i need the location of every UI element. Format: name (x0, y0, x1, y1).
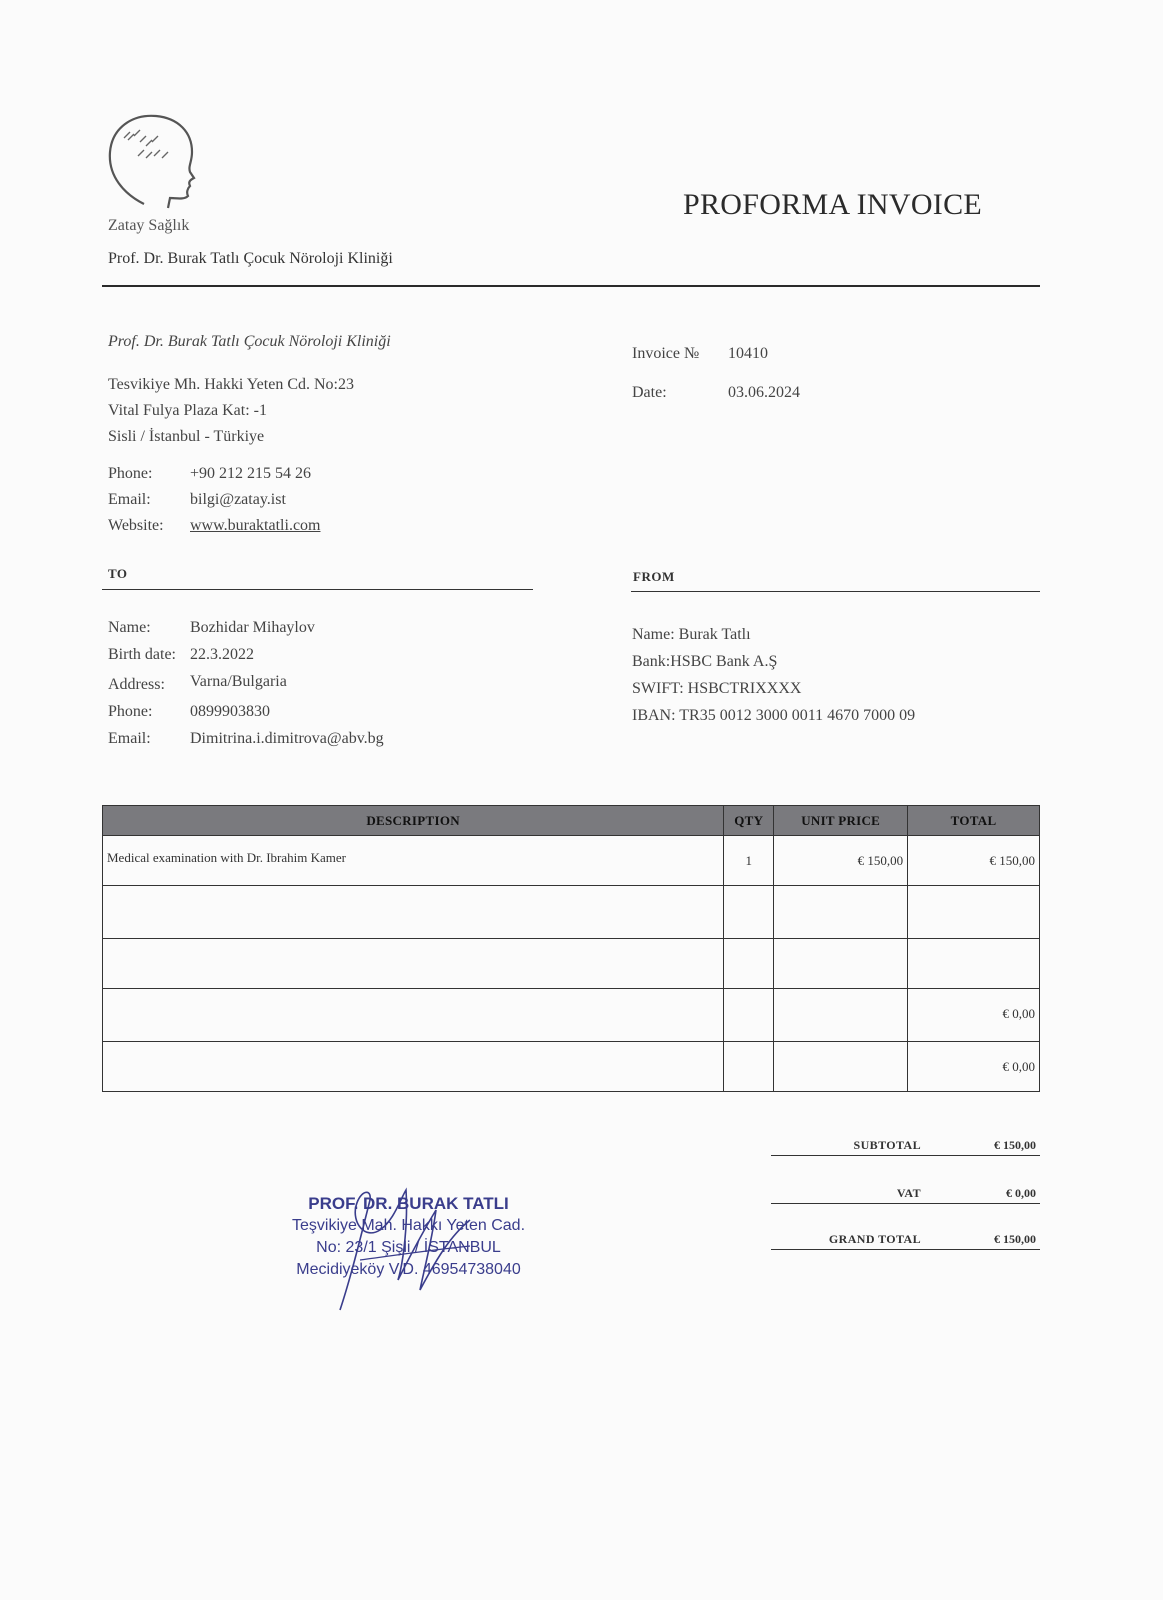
cell-description: Medical examination with Dr. Ibrahim Kamer (103, 836, 724, 886)
invoice-meta (632, 334, 800, 412)
phone-label: Phone: (108, 703, 153, 720)
address-line: Tesvikiye Mh. Hakki Yeten Cd. No:23 (108, 376, 354, 393)
header-divider (102, 285, 1040, 287)
grand-total-value: € 150,00 (994, 1232, 1036, 1246)
stamp-line: Teşvikiye Mah. Hakkı Yeten Cad. (292, 1217, 526, 1234)
handwritten-signature (320, 1160, 490, 1320)
grand-total-label: GRAND TOTAL (828, 1232, 921, 1246)
recipient-address: Varna/Bulgaria (190, 673, 287, 690)
to-divider (102, 589, 533, 590)
table-row (103, 989, 1040, 1042)
subtotal-label: SUBTOTAL (853, 1138, 921, 1152)
birth-date-label: Birth date: (108, 646, 176, 663)
email-label: Email: (108, 730, 151, 747)
website-label: Website: (108, 517, 164, 534)
col-header-unit-price: UNIT PRICE (774, 806, 908, 836)
from-heading: FROM (633, 569, 675, 584)
clinic-name: Prof. Dr. Burak Tatlı Çocuk Nöroloji Kliniği (108, 250, 393, 267)
cell-description (103, 989, 724, 1042)
to-heading: TO (108, 566, 128, 581)
phone-label: Phone: (108, 465, 153, 482)
cell-qty (724, 989, 774, 1042)
cell-unit-price (774, 989, 908, 1042)
items-table (102, 805, 1040, 1092)
document-title: PROFORMA INVOICE (683, 188, 983, 221)
from-iban: IBAN: TR35 0012 3000 0011 4670 7000 09 (632, 707, 916, 724)
cell-qty (724, 939, 774, 989)
name-label: Name: (108, 619, 151, 636)
from-name: Name: Burak Tatlı (632, 626, 751, 643)
from-bank: Bank:HSBC Bank A.Ş (632, 653, 778, 670)
subtotal-row (771, 1135, 1040, 1156)
grand-total-row (771, 1229, 1040, 1250)
col-header-qty: QTY (724, 806, 774, 836)
subtotal-value: € 150,00 (994, 1138, 1036, 1152)
cell-total: € 0,00 (908, 989, 1040, 1042)
sender-contact (108, 461, 320, 539)
table-row (103, 836, 1040, 886)
table-row (103, 939, 1040, 989)
vat-value: € 0,00 (1006, 1186, 1036, 1200)
stamp-line: No: 23/1 Şişli / İSTANBUL (316, 1239, 501, 1256)
cell-description (103, 1042, 724, 1092)
cell-unit-price (774, 886, 908, 939)
sender-clinic-name: Prof. Dr. Burak Tatlı Çocuk Nöroloji Kliniği (108, 333, 391, 350)
website-link[interactable]: www.buraktatli.com (190, 517, 321, 534)
invoice-number-label: Invoice № (632, 345, 700, 362)
recipient-email: Dimitrina.i.dimitrova@abv.bg (190, 730, 384, 747)
cell-qty: 1 (724, 836, 774, 886)
sender-phone: +90 212 215 54 26 (190, 465, 312, 482)
stamp-line: Mecidiyeköy V.D. 46954738040 (296, 1261, 521, 1278)
from-swift: SWIFT: HSBCTRIXXXX (632, 680, 802, 697)
from-divider (631, 591, 1040, 592)
cell-unit-price (774, 939, 908, 989)
recipient-birth-date: 22.3.2022 (190, 646, 254, 663)
recipient-name: Bozhidar Mihaylov (190, 619, 315, 636)
col-header-description: DESCRIPTION (103, 806, 724, 836)
address-label: Address: (108, 676, 165, 693)
cell-unit-price: € 150,00 (774, 836, 908, 886)
sender-email: bilgi@zatay.ist (190, 491, 286, 508)
invoice-number: 10410 (728, 345, 768, 362)
address-line: Sisli / İstanbul - Türkiye (108, 428, 265, 445)
cell-description (103, 886, 724, 939)
cell-total: € 150,00 (908, 836, 1040, 886)
cell-description (103, 939, 724, 989)
invoice-date: 03.06.2024 (728, 384, 800, 401)
vat-row (771, 1183, 1040, 1204)
cell-total (908, 939, 1040, 989)
vat-label: VAT (896, 1186, 921, 1200)
cell-total: € 0,00 (908, 1042, 1040, 1092)
table-row (103, 1042, 1040, 1092)
table-header-row (103, 806, 1040, 836)
stamp-title: PROF. DR. BURAK TATLI (308, 1194, 509, 1213)
cell-qty (724, 886, 774, 939)
brand-name: Zatay Sağlık (108, 217, 190, 234)
table-row (103, 886, 1040, 939)
email-label: Email: (108, 491, 151, 508)
address-line: Vital Fulya Plaza Kat: -1 (108, 402, 267, 419)
cell-qty (724, 1042, 774, 1092)
cell-unit-price (774, 1042, 908, 1092)
recipient-phone: 0899903830 (190, 703, 270, 720)
invoice-date-label: Date: (632, 384, 667, 401)
head-logo-icon (104, 112, 200, 212)
cell-total (908, 886, 1040, 939)
sender-address (108, 372, 354, 450)
sender-bank-details (632, 621, 915, 729)
col-header-total: TOTAL (908, 806, 1040, 836)
recipient-details (108, 619, 384, 757)
